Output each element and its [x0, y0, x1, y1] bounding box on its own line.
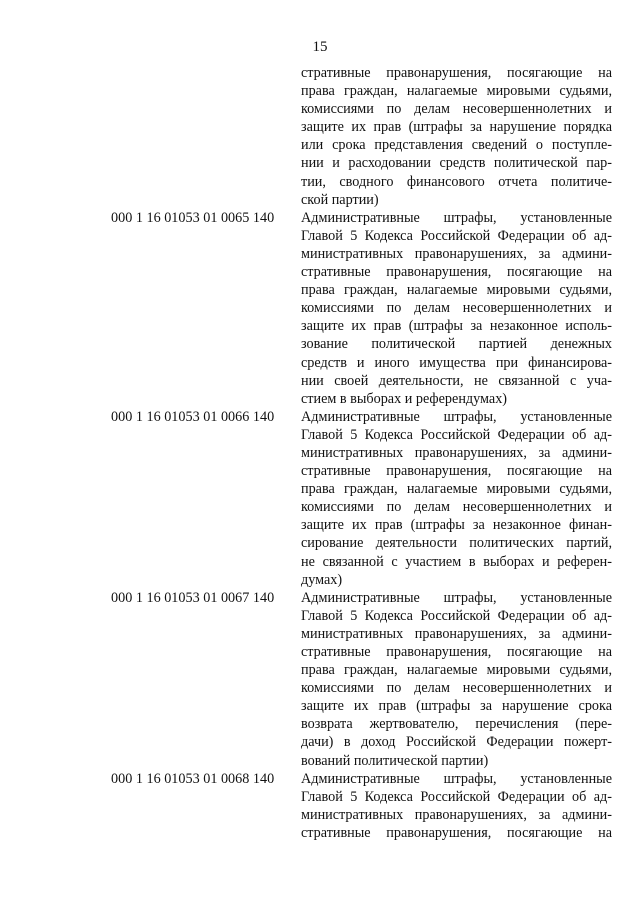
description-line: защите их прав (штрафы за незаконное исполь- [301, 318, 612, 335]
description-line: Главой 5 Кодекса Российской Федерации об ад- [301, 227, 612, 244]
description-line: зование политической партией денежных [301, 336, 612, 353]
description-line: Главой 5 Кодекса Российской Федерации об ад- [301, 426, 612, 443]
table-row [0, 770, 640, 842]
page-number: 15 [312, 39, 328, 55]
description-line: Главой 5 Кодекса Российской Федерации об ад- [301, 607, 612, 624]
description-line: защите их прав (штрафы за нарушение срока [301, 698, 612, 715]
description-line: министративных правонарушениях, за админи- [301, 444, 612, 461]
row-description [301, 209, 612, 408]
budget-codes-table [0, 64, 640, 842]
description-line: или срока представления сведений о поступле- [301, 137, 612, 154]
description-line: комиссиями по делам несовершеннолетних и [301, 101, 612, 118]
description-line: Административные штрафы, установленные [301, 408, 612, 425]
description-line: защите их прав (штрафы за незаконное финан- [301, 517, 612, 534]
description-line: права граждан, налагаемые мировыми судьями, [301, 83, 612, 100]
description-line: стративные правонарушения, посягающие на [301, 824, 612, 841]
description-line: стративные правонарушения, посягающие на [301, 463, 612, 480]
description-line: думах) [301, 571, 343, 588]
description-line: стием в выборах и референдумах) [301, 390, 508, 407]
description-line: вований политической партии) [301, 752, 489, 769]
description-line: Административные штрафы, установленные [301, 770, 612, 787]
row-description [301, 770, 612, 842]
classification-code: 000 1 16 01053 01 0066 140 [111, 408, 275, 425]
description-line: министративных правонарушениях, за админи- [301, 806, 612, 823]
row-description [301, 64, 612, 209]
table-row [0, 589, 640, 770]
description-line: Административные штрафы, установленные [301, 589, 612, 606]
description-line: права граждан, налагаемые мировыми судьями, [301, 282, 612, 299]
description-line: министративных правонарушениях, за админи- [301, 245, 612, 262]
description-line: ской партии) [301, 191, 379, 208]
description-line: Административные штрафы, установленные [301, 209, 612, 226]
description-line: комиссиями по делам несовершеннолетних и [301, 680, 612, 697]
table-row [0, 64, 640, 209]
description-line: нии и расходовании средств политической пар- [301, 155, 612, 172]
description-line: тии, сводного финансового отчета политиче- [301, 173, 612, 190]
table-row [0, 209, 640, 408]
table-row [0, 408, 640, 589]
description-line: не связанной с участием в выборах и референ- [301, 553, 612, 570]
description-line: права граждан, налагаемые мировыми судьями, [301, 662, 612, 679]
description-line: права граждан, налагаемые мировыми судьями, [301, 481, 612, 498]
description-line: дачи) в доход Российской Федерации пожерт- [301, 734, 612, 751]
description-line: стративные правонарушения, посягающие на [301, 264, 612, 281]
description-line: стративные правонарушения, посягающие на [301, 65, 612, 81]
description-line: защите их прав (штрафы за нарушение порядка [301, 119, 612, 136]
row-description [301, 589, 612, 770]
description-line: сирование деятельности политических партий, [301, 535, 612, 552]
description-line: комиссиями по делам несовершеннолетних и [301, 499, 612, 516]
classification-code: 000 1 16 01053 01 0065 140 [111, 209, 275, 226]
classification-code: 000 1 16 01053 01 0067 140 [111, 589, 275, 606]
row-description [301, 408, 612, 589]
description-line: Главой 5 Кодекса Российской Федерации об ад- [301, 788, 612, 805]
description-line: возврата жертвователю, перечисления (пере- [301, 716, 612, 733]
description-line: министративных правонарушениях, за админи- [301, 625, 612, 642]
description-line: комиссиями по делам несовершеннолетних и [301, 300, 612, 317]
description-line: средств и иного имущества при финансирова- [301, 354, 612, 371]
description-line: стративные правонарушения, посягающие на [301, 644, 612, 660]
description-line: нии своей деятельности, не связанной с уча- [301, 372, 612, 389]
classification-code: 000 1 16 01053 01 0068 140 [111, 770, 275, 787]
